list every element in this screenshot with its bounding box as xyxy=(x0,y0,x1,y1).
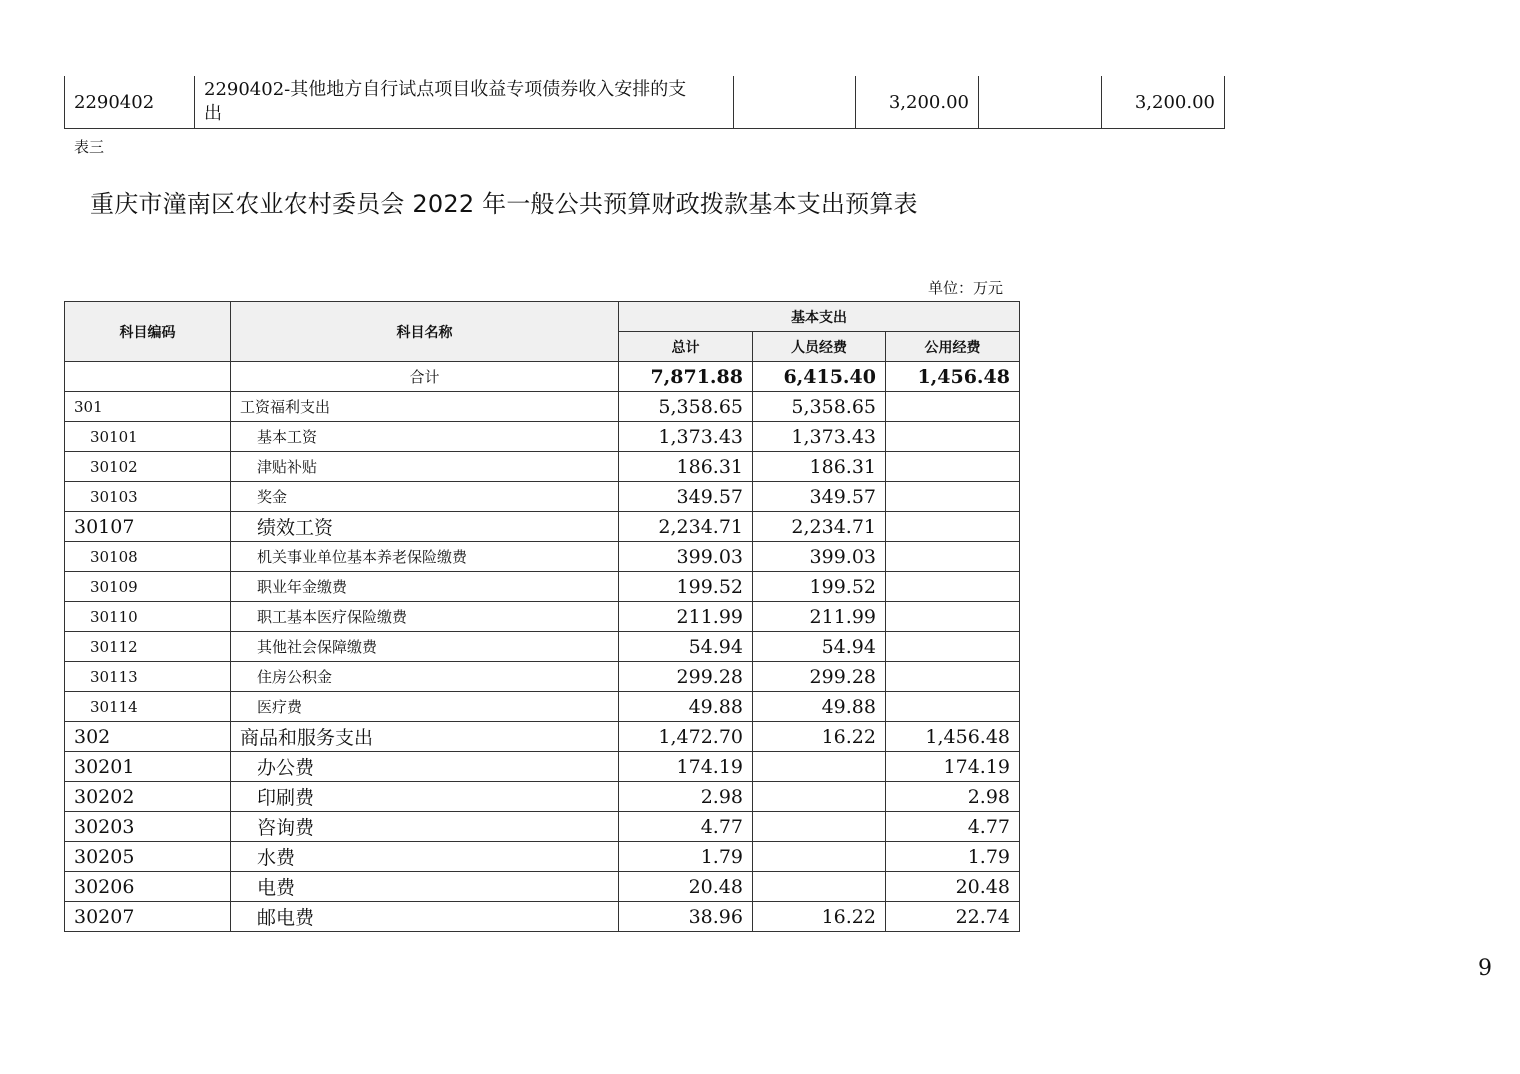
total-cell: 4.77 xyxy=(619,812,753,842)
public-cell xyxy=(886,692,1020,722)
total-cell: 1.79 xyxy=(619,842,753,872)
total-cell: 54.94 xyxy=(619,632,753,662)
amount-cell xyxy=(979,76,1102,129)
personnel-cell xyxy=(753,872,886,902)
subject-name: 水费 xyxy=(231,842,619,872)
personnel-cell: 16.22 xyxy=(753,902,886,932)
personnel-cell: 5,358.65 xyxy=(753,392,886,422)
public-cell: 20.48 xyxy=(886,872,1020,902)
personnel-cell: 211.99 xyxy=(753,602,886,632)
personnel-cell: 299.28 xyxy=(753,662,886,692)
header-basic-expenditure: 基本支出 xyxy=(619,302,1020,332)
subject-code: 302 xyxy=(65,722,231,752)
subject-code: 30114 xyxy=(65,692,231,722)
total-amount: 7,871.88 xyxy=(619,362,753,392)
subject-name: 机关事业单位基本养老保险缴费 xyxy=(231,542,619,572)
personnel-cell: 54.94 xyxy=(753,632,886,662)
table-row xyxy=(65,76,1225,129)
table-row xyxy=(65,422,1020,452)
subject-name: 印刷费 xyxy=(231,782,619,812)
subject-code: 30205 xyxy=(65,842,231,872)
subject-code-cell: 2290402 xyxy=(65,76,195,129)
header-name: 科目名称 xyxy=(231,302,619,362)
table-row xyxy=(65,662,1020,692)
public-cell: 2.98 xyxy=(886,782,1020,812)
total-cell: 1,472.70 xyxy=(619,722,753,752)
table-row xyxy=(65,782,1020,812)
table-row xyxy=(65,602,1020,632)
public-cell xyxy=(886,482,1020,512)
table-row xyxy=(65,872,1020,902)
table-row xyxy=(65,632,1020,662)
total-cell: 399.03 xyxy=(619,542,753,572)
subject-code: 30109 xyxy=(65,572,231,602)
total-cell: 1,373.43 xyxy=(619,422,753,452)
personnel-cell: 16.22 xyxy=(753,722,886,752)
subject-code: 30201 xyxy=(65,752,231,782)
table-row xyxy=(65,542,1020,572)
personnel-cell xyxy=(753,842,886,872)
subject-code: 30202 xyxy=(65,782,231,812)
personnel-cell xyxy=(753,812,886,842)
subject-code: 30113 xyxy=(65,662,231,692)
subject-name: 绩效工资 xyxy=(231,512,619,542)
table-row xyxy=(65,392,1020,422)
public-cell: 1,456.48 xyxy=(886,722,1020,752)
subject-name: 职工基本医疗保险缴费 xyxy=(231,602,619,632)
subject-name-line2: 出 xyxy=(204,103,222,124)
public-cell xyxy=(886,512,1020,542)
public-cell xyxy=(886,632,1020,662)
total-cell: 2,234.71 xyxy=(619,512,753,542)
table-row xyxy=(65,812,1020,842)
public-cell xyxy=(886,662,1020,692)
personnel-cell: 49.88 xyxy=(753,692,886,722)
total-cell: 38.96 xyxy=(619,902,753,932)
total-code-cell xyxy=(65,362,231,392)
total-cell: 174.19 xyxy=(619,752,753,782)
total-cell: 49.88 xyxy=(619,692,753,722)
public-cell: 174.19 xyxy=(886,752,1020,782)
total-cell: 349.57 xyxy=(619,482,753,512)
subject-code: 30101 xyxy=(65,422,231,452)
subject-code: 301 xyxy=(65,392,231,422)
amount-cell: 3,200.00 xyxy=(856,76,979,129)
public-cell xyxy=(886,422,1020,452)
personnel-cell xyxy=(753,782,886,812)
subject-name: 职业年金缴费 xyxy=(231,572,619,602)
table-row xyxy=(65,722,1020,752)
amount-cell: 3,200.00 xyxy=(1102,76,1225,129)
subject-name: 咨询费 xyxy=(231,812,619,842)
subject-code: 30206 xyxy=(65,872,231,902)
subject-name: 其他社会保障缴费 xyxy=(231,632,619,662)
continued-table xyxy=(64,76,1225,129)
subject-name: 工资福利支出 xyxy=(231,392,619,422)
subject-code: 30110 xyxy=(65,602,231,632)
total-personnel: 6,415.40 xyxy=(753,362,886,392)
unit-label: 单位：万元 xyxy=(928,279,1004,297)
public-cell xyxy=(886,542,1020,572)
amount-cell xyxy=(734,76,856,129)
header-public: 公用经费 xyxy=(886,332,1020,362)
subject-code: 30108 xyxy=(65,542,231,572)
personnel-cell: 2,234.71 xyxy=(753,512,886,542)
subject-name: 医疗费 xyxy=(231,692,619,722)
total-cell: 5,358.65 xyxy=(619,392,753,422)
public-cell xyxy=(886,452,1020,482)
table-row xyxy=(65,482,1020,512)
public-cell xyxy=(886,602,1020,632)
subject-name: 商品和服务支出 xyxy=(231,722,619,752)
table-label: 表三 xyxy=(74,138,105,156)
header-row xyxy=(65,302,1020,332)
total-cell: 299.28 xyxy=(619,662,753,692)
personnel-cell: 199.52 xyxy=(753,572,886,602)
subject-name: 津贴补贴 xyxy=(231,452,619,482)
table-row xyxy=(65,452,1020,482)
table-row xyxy=(65,512,1020,542)
subject-name-line1: 2290402-其他地方自行试点项目收益专项债券收入安排的支 xyxy=(204,79,687,100)
subject-name: 办公费 xyxy=(231,752,619,782)
table-row xyxy=(65,692,1020,722)
total-cell: 211.99 xyxy=(619,602,753,632)
budget-table xyxy=(64,301,1020,932)
public-cell: 4.77 xyxy=(886,812,1020,842)
subject-code: 30112 xyxy=(65,632,231,662)
public-cell: 1.79 xyxy=(886,842,1020,872)
total-row xyxy=(65,362,1020,392)
subject-code: 30102 xyxy=(65,452,231,482)
public-cell: 22.74 xyxy=(886,902,1020,932)
header-personnel: 人员经费 xyxy=(753,332,886,362)
table-row xyxy=(65,902,1020,932)
subject-name: 住房公积金 xyxy=(231,662,619,692)
personnel-cell: 186.31 xyxy=(753,452,886,482)
subject-name-cell xyxy=(195,76,734,129)
subject-name: 邮电费 xyxy=(231,902,619,932)
page-title: 重庆市潼南区农业农村委员会 2022 年一般公共预算财政拨款基本支出预算表 xyxy=(90,190,918,218)
subject-name: 奖金 xyxy=(231,482,619,512)
personnel-cell: 349.57 xyxy=(753,482,886,512)
subject-name: 基本工资 xyxy=(231,422,619,452)
subject-name: 电费 xyxy=(231,872,619,902)
total-cell: 20.48 xyxy=(619,872,753,902)
subject-code: 30103 xyxy=(65,482,231,512)
table-row xyxy=(65,752,1020,782)
total-label: 合计 xyxy=(231,362,619,392)
total-cell: 2.98 xyxy=(619,782,753,812)
total-cell: 199.52 xyxy=(619,572,753,602)
header-total: 总计 xyxy=(619,332,753,362)
subject-code: 30107 xyxy=(65,512,231,542)
table-row xyxy=(65,842,1020,872)
table-row xyxy=(65,572,1020,602)
personnel-cell: 1,373.43 xyxy=(753,422,886,452)
public-cell xyxy=(886,392,1020,422)
personnel-cell xyxy=(753,752,886,782)
public-cell xyxy=(886,572,1020,602)
page-number: 9 xyxy=(1478,956,1492,981)
total-cell: 186.31 xyxy=(619,452,753,482)
subject-code: 30203 xyxy=(65,812,231,842)
header-code: 科目编码 xyxy=(65,302,231,362)
total-public: 1,456.48 xyxy=(886,362,1020,392)
personnel-cell: 399.03 xyxy=(753,542,886,572)
subject-code: 30207 xyxy=(65,902,231,932)
